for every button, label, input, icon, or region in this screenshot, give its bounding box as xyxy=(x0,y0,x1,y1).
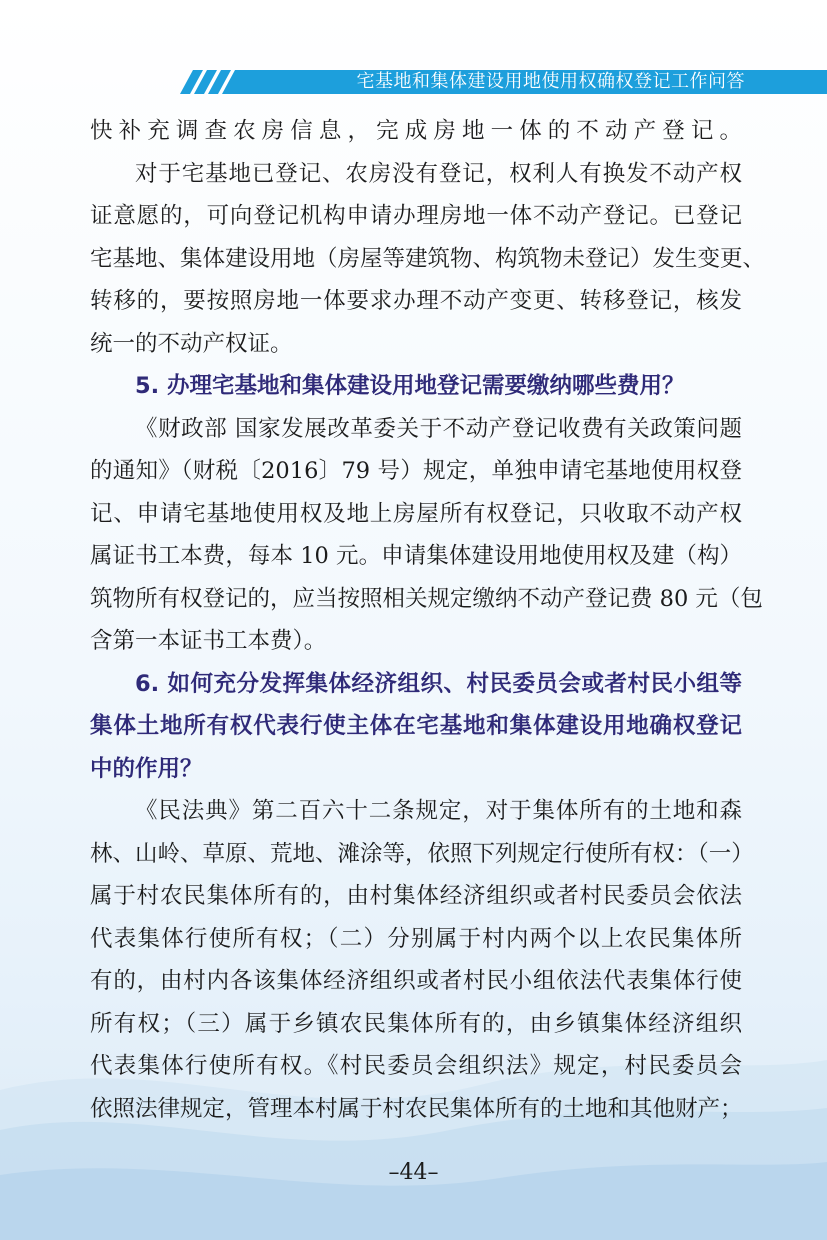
body-line: 代表集体行使所有权。《村民委员会组织法》规定，村民委员会 xyxy=(90,1053,742,1079)
page-body xyxy=(90,110,766,1130)
body-line: 属证书工本费，每本 10 元。申请集体建设用地使用权及建（构） xyxy=(90,543,742,569)
body-line: 所有权；（三）属于乡镇农民集体所有的，由乡镇集体经济组织 xyxy=(90,1010,742,1037)
body-line: 含第一本证书工本费）。 xyxy=(90,628,327,654)
question-heading: 6. 如何充分发挥集体经济组织、村民委员会或者村民小组等 xyxy=(135,670,742,697)
body-line: 证意愿的，可向登记机构申请办理房地一体不动产登记。已登记 xyxy=(90,203,742,229)
body-line: 快补充调查农房信息，完成房地一体的不动产登记。 xyxy=(90,118,742,144)
body-line: 林、山岭、草原、荒地、滩涂等，依照下列规定行使所有权：（一） xyxy=(90,840,754,867)
body-line: 属于村农民集体所有的，由村集体经济组织或者村民委员会依法 xyxy=(90,883,742,909)
body-line: 筑物所有权登记的，应当按照相关规定缴纳不动产登记费 80 元（包 xyxy=(90,585,763,612)
body-line: 统一的不动产权证。 xyxy=(90,330,293,357)
body-line: 转移的，要按照房地一体要求办理不动产变更、转移登记，核发 xyxy=(90,288,742,314)
body-line: 代表集体行使所有权；（二）分别属于村内两个以上农民集体所 xyxy=(90,925,742,952)
body-line: 《财政部 国家发展改革委关于不动产登记收费有关政策问题 xyxy=(135,415,742,442)
page-number: –44– xyxy=(388,1160,439,1185)
body-line: 对于宅基地已登记、农房没有登记，权利人有换发不动产权 xyxy=(135,160,742,187)
question-heading: 集体土地所有权代表行使主体在宅基地和集体建设用地确权登记 xyxy=(90,713,742,739)
body-line: 宅基地、集体建设用地（房屋等建筑物、构筑物未登记）发生变更、 xyxy=(90,245,766,272)
body-line: 的通知》（财税〔2016〕79 号）规定，单独申请宅基地使用权登 xyxy=(90,458,742,484)
header-stripes-decoration xyxy=(180,70,231,94)
question-heading: 中的作用？ xyxy=(90,755,203,782)
body-line: 《民法典》第二百六十二条规定，对于集体所有的土地和森 xyxy=(135,798,742,824)
question-heading: 5. 办理宅基地和集体建设用地登记需要缴纳哪些费用？ xyxy=(135,373,685,399)
body-line: 有的，由村内各该集体经济组织或者村民小组依法代表集体行使 xyxy=(90,968,742,994)
body-line: 记、申请宅基地使用权及地上房屋所有权登记，只收取不动产权 xyxy=(90,500,742,527)
running-header-title: 宅基地和集体建设用地使用权确权登记工作问答 xyxy=(356,71,745,92)
body-line: 依照法律规定，管理本村属于村农民集体所有的土地和其他财产； xyxy=(90,1095,743,1122)
